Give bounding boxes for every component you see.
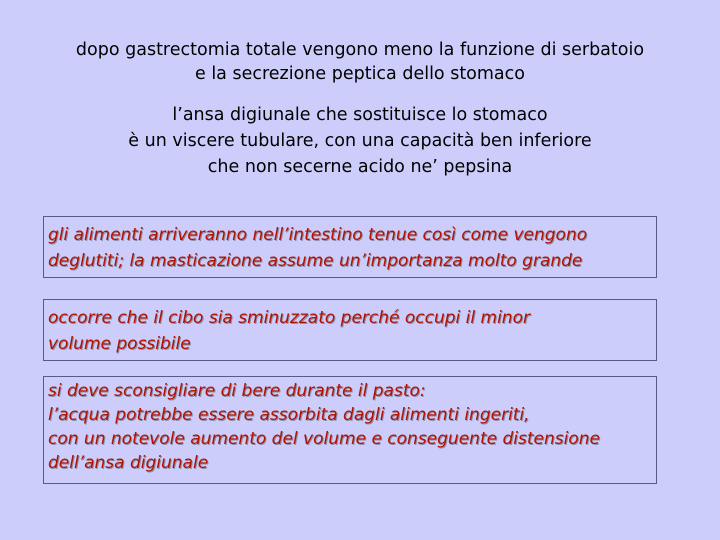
box-line: gli alimenti arriveranno nell’intestino tenue così come vengono	[48, 225, 588, 245]
box-line: volume possibile	[48, 334, 191, 354]
box-line: con un notevole aumento del volume e conseguente distensione	[48, 429, 600, 449]
box-mastication	[43, 216, 657, 278]
ansa-line-3: che non secerne acido ne’ pepsina	[207, 157, 513, 177]
box-line: l’acqua potrebbe essere assorbita dagli alimenti ingeriti,	[48, 405, 530, 425]
ansa-line-2: è un viscere tubulare, con una capacità ben inferiore	[128, 131, 592, 151]
box-line: occorre che il cibo sia sminuzzato perché occupi il minor	[48, 308, 530, 328]
intro-line-2: e la secrezione peptica dello stomaco	[194, 64, 525, 84]
box-line: si deve sconsigliare di bere durante il pasto:	[48, 381, 426, 401]
ansa-line-1: l’ansa digiunale che sostituisce lo stomaco	[172, 105, 548, 125]
intro-line-1: dopo gastrectomia totale vengono meno la funzione di serbatoio	[75, 40, 645, 60]
box-line: deglutiti; la masticazione assume un’importanza molto grande	[48, 251, 583, 271]
intro-statement	[30, 38, 690, 86]
box-drinking-advice	[43, 376, 657, 484]
ansa-description	[20, 102, 700, 180]
box-line: dell’ansa digiunale	[48, 453, 209, 473]
box-minced-food	[43, 299, 657, 361]
